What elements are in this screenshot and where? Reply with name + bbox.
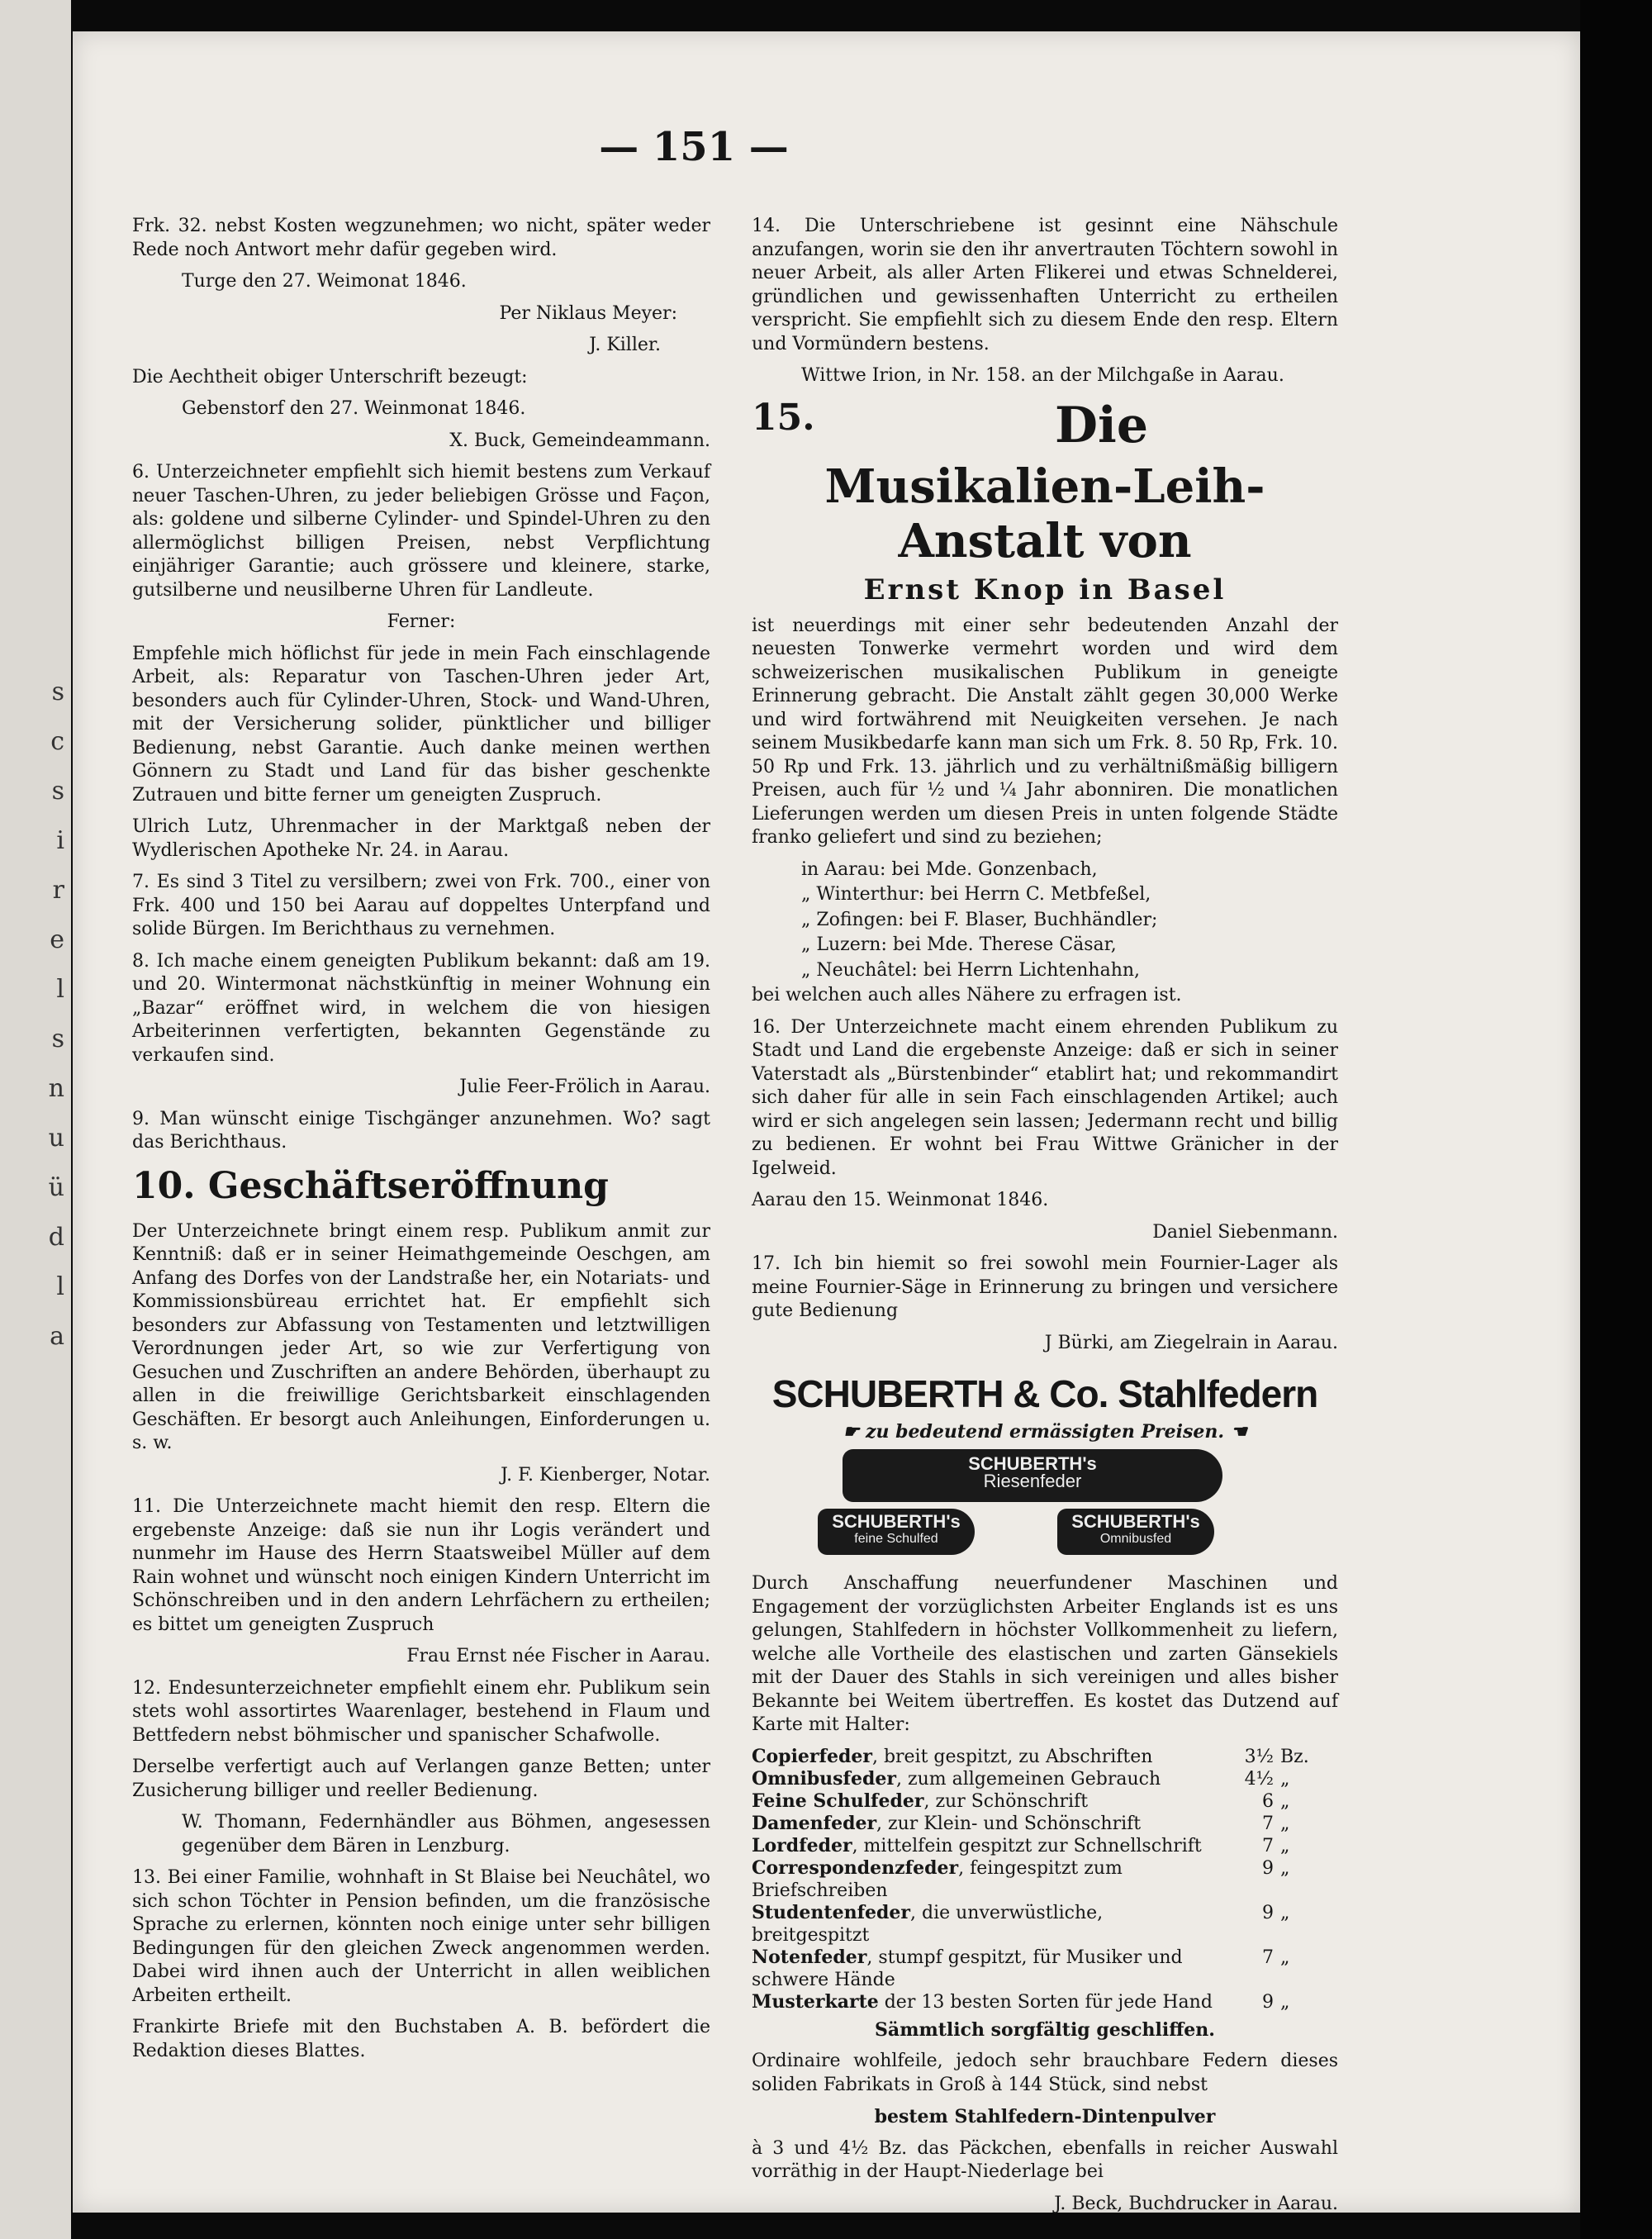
location-item: „ Luzern: bei Mde. Therese Cäsar, bbox=[801, 934, 1117, 955]
ad-15-text: ist neuerdings mit einer sehr bedeutenden Anzahl der neuesten Tonwerke vermehrt worden und wird dem schweizerischen musikalischen Publikum in geneigte Erinnerung gebracht. Die Anstalt zählt gegen 30,000 Werke und wird fortwährend mit Neuigkeiten versehen. Je nach seinem Musikbedarfe kann man sich um Frk. 8. 50 Rp, Frk. 10. 50 Rp und Frk. 13. jährlich und zu verhältnißmäßig billigern Preisen, auch für ½ und ¼ Jahr abonniren. Die monatlichen Lieferungen werden um diesen Preis in unten folgende Städte franko geliefert und sind zu beziehen; bbox=[752, 615, 1338, 848]
price-item-desc: , breit gespitzt, zu Abschriften bbox=[871, 1746, 1153, 1767]
price-value: 6 bbox=[1262, 1790, 1274, 1812]
price-row bbox=[752, 1991, 1338, 2013]
attestation: Die Aechtheit obiger Unterschrift bezeugt: bbox=[132, 366, 528, 387]
ad-15-number: 15. bbox=[752, 396, 815, 439]
ad-9: 9. Man wünscht einige Tischgänger anzunehmen. Wo? sagt das Berichthaus. bbox=[132, 1108, 710, 1153]
price-item-name: Lordfeder bbox=[752, 1834, 852, 1856]
price-item-desc: der 13 besten Sorten für jede Hand bbox=[878, 1991, 1213, 2013]
price-item-name: Damenfeder bbox=[752, 1812, 877, 1834]
schuberth-pulver: bestem Stahlfedern-Dintenpulver bbox=[874, 2106, 1216, 2127]
signature-killer: J. Killer. bbox=[589, 335, 661, 355]
location-item: „ Neuchâtel: bei Herrn Lichtenhahn, bbox=[801, 959, 1141, 981]
price-item-desc: , feingespitzt zum Briefschreiben bbox=[752, 1857, 1123, 1901]
ad-6-text: 6. Unterzeichneter empfiehlt sich hiemit bestens zum Verkauf neuer Taschen-Uhren, zu jeder beliebigen Grösse und Façon, als: goldene und silberne Cylinder- und Spindel-Uhren zu den allermöglichst billigen Preisen, nebst Verpflichtung einjähriger Garantie; auch grössere und kleinere, starke, gutsilberne und neusilberne Uhren für Landleute. bbox=[132, 462, 710, 601]
ad-16-date: Aarau den 15. Weinmonat 1846. bbox=[752, 1190, 1049, 1210]
price-unit: Bz. bbox=[1280, 1746, 1309, 1767]
margin-letter: u bbox=[48, 1124, 64, 1153]
margin-letter: i bbox=[56, 826, 64, 855]
ad-6-ferner: Ferner: bbox=[387, 611, 456, 632]
ad-15-subtitle: Ernst Knop in Basel bbox=[863, 573, 1227, 606]
price-unit: „ bbox=[1280, 1857, 1290, 1879]
price-item-name: Feine Schulfeder bbox=[752, 1790, 924, 1812]
price-value: 9 bbox=[1262, 1991, 1274, 2013]
margin-letter: s bbox=[51, 1024, 64, 1053]
price-value: 7 bbox=[1262, 1813, 1274, 1834]
margin-letter: s bbox=[51, 677, 64, 706]
price-item-name: Musterkarte bbox=[752, 1990, 879, 2013]
price-unit: „ bbox=[1280, 1768, 1290, 1790]
price-value: 7 bbox=[1262, 1835, 1274, 1856]
price-row bbox=[752, 1947, 1338, 1991]
ad-15-header bbox=[752, 397, 1338, 454]
ad-15-end: bei welchen auch alles Nähere zu erfragen ist. bbox=[752, 985, 1182, 1005]
ad-10-signature: J. F. Kienberger, Notar. bbox=[501, 1464, 710, 1486]
margin-letter: r bbox=[52, 876, 64, 905]
price-unit: „ bbox=[1280, 1991, 1290, 2013]
pen-schulfeder-brand: SCHUBERTH's bbox=[832, 1511, 961, 1532]
margin-letter: n bbox=[48, 1074, 64, 1103]
price-item-desc: , die unverwüstliche, breitgespitzt bbox=[752, 1902, 1104, 1946]
price-item-name: Omnibusfeder bbox=[752, 1767, 896, 1790]
ad-11: 11. Die Unterzeichnete macht hiemit den resp. Eltern die ergebenste Anzeige: daß sie nun ihr Logis verändert und nunmehr im Hause des Herrn Staatsweibel Müller auf dem Rain wohnet und wünscht noch einigen Kindern Unterricht im Schönschreiben und in den andern Lehrfächern zu ertheilen; es bittet um geneigten Zuspruch bbox=[132, 1496, 710, 1635]
pen-riesenfeder bbox=[843, 1449, 1222, 1502]
schuberth-text: Durch Anschaffung neuerfundener Maschinen und Engagement der vorzüglichsten Arbeiter Englands ist es uns gelungen, Stahlfedern in höchster Vollkommenheit zu liefern, welche alle Vortheile des elastischen und zarten Gänsekiels mit der Dauer des Stahls in sich vereinigen und alles bisher Bekannte bei Weitem übertreffen. Es kostet das Dutzend auf Karte mit Halter: bbox=[752, 1573, 1338, 1735]
ad-6-signature: Ulrich Lutz, Uhrenmacher in der Marktgaß neben der Wydlerischen Apotheke Nr. 24. in Aarau. bbox=[132, 816, 710, 861]
ad-12: 12. Endesunterzeichneter empfiehlt einem ehr. Publikum sein stets wohl assortirtes Waarenlager, bestehend in Flaum und Bettfedern nebst böhmischer und spanischer Schafwolle. bbox=[132, 1677, 710, 1746]
schuberth-sorted: Sämmtlich sorgfältig geschliffen. bbox=[875, 2018, 1215, 2041]
margin-letter: l bbox=[56, 1272, 64, 1301]
location-item: „ Winterthur: bei Herrn C. Metbfeßel, bbox=[801, 884, 1151, 905]
ad-12-b: Derselbe verfertigt auch auf Verlangen ganze Betten; unter Zusicherung billiger und reeller Bedienung. bbox=[132, 1756, 710, 1801]
price-value: 7 bbox=[1262, 1947, 1274, 1968]
pen-omnibusfeder-brand: SCHUBERTH's bbox=[1071, 1511, 1200, 1532]
margin-letter: c bbox=[50, 727, 64, 756]
ad-10-text: Der Unterzeichnete bringt einem resp. Publikum anmit zur Kenntniß: daß er in seiner Heimathgemeinde Oeschgen, am Anfang des Dorfes von der Landstraße her, ein Notariats- und Kommissionsbüreau errichtet hat. Er empfiehlt sich besonders zur Abfassung von Testamenten und letztwilligen Verordnungen jeder Art, so wie zur Verfertigung von Gesuchen und Zuschriften an andere Behörden, überhaupt zu allen in die freiwillige Gerichtsbarkeit einschlagenden Geschäften. Er besorgt auch Anleihungen, Einforderungen u. s. w. bbox=[132, 1220, 710, 1453]
schuberth-text3: à 3 und 4½ Bz. das Päckchen, ebenfalls in reicher Auswahl vorräthig in der Haupt-Niederlage bei bbox=[752, 2137, 1338, 2182]
margin-letter: d bbox=[48, 1223, 64, 1252]
price-item-name: Correspondenzfeder bbox=[752, 1856, 959, 1879]
scan-border-right bbox=[1580, 0, 1652, 2239]
price-row bbox=[752, 1835, 1338, 1857]
margin-letter: l bbox=[56, 975, 64, 1004]
ad-11-signature: Frau Ernst née Fischer in Aarau. bbox=[406, 1646, 710, 1666]
ad-13-b: Frankirte Briefe mit den Buchstaben A. B. befördert die Redaktion dieses Blattes. bbox=[132, 2017, 710, 2061]
price-value: 4½ bbox=[1244, 1768, 1274, 1790]
price-item-name: Studentenfeder bbox=[752, 1901, 911, 1923]
price-row bbox=[752, 1746, 1338, 1768]
ad-17-signature: J Bürki, am Ziegelrain in Aarau. bbox=[1044, 1332, 1338, 1353]
price-row bbox=[752, 1790, 1338, 1813]
ad-8: 8. Ich mache einem geneigten Publikum bekannt: daß am 19. und 20. Wintermonat nächstkünftig in meiner Wohnung ein „Bazar“ eröffnet wird, in welchem die von hiesigen Arbeiterinnen verfertigten, bekannten Gegenstände zu verkaufen sind. bbox=[132, 950, 710, 1066]
price-unit: „ bbox=[1280, 1813, 1290, 1834]
price-unit: „ bbox=[1280, 1835, 1290, 1856]
previous-page-edge bbox=[0, 0, 71, 2239]
ad-10-heading: 10. Geschäftseröffnung bbox=[132, 1164, 609, 1207]
ad-14-signature: Wittwe Irion, in Nr. 158. an der Milchgaße in Aarau. bbox=[801, 365, 1284, 386]
pen-schulfeder-label: feine Schulfed bbox=[854, 1532, 938, 1546]
margin-letter: s bbox=[51, 777, 64, 806]
ad-12-signature: W. Thomann, Federnhändler aus Böhmen, angesessen gegenüber dem Bären in Lenzburg. bbox=[182, 1812, 710, 1856]
ad-7: 7. Es sind 3 Titel zu versilbern; zwei von Frk. 700., einer von Frk. 400 und 150 bei Aarau auf doppeltes Unterpfand und solide Bürgen. Im Berichthaus zu vernehmen. bbox=[132, 872, 710, 939]
continuation-text: Frk. 32. nebst Kosten wegzunehmen; wo nicht, später weder Rede noch Antwort mehr dafür gegeben wird. bbox=[132, 216, 710, 260]
margin-letter: a bbox=[50, 1322, 64, 1351]
margin-letter: e bbox=[50, 925, 64, 954]
price-unit: „ bbox=[1280, 1902, 1290, 1923]
price-item-name: Copierfeder bbox=[752, 1745, 872, 1767]
price-unit: „ bbox=[1280, 1947, 1290, 1968]
price-item-desc: , zur Schönschrift bbox=[923, 1790, 1089, 1812]
price-item-desc: , zum allgemeinen Gebrauch bbox=[896, 1768, 1161, 1790]
date-gebenstorf: Gebenstorf den 27. Weinmonat 1846. bbox=[182, 398, 526, 419]
right-column bbox=[752, 215, 1338, 2224]
location-item: „ Zofingen: bei F. Blaser, Buchhändler; bbox=[801, 909, 1158, 930]
schuberth-tagline: ☛ zu bedeutend ermässigten Preisen. ☚ bbox=[843, 1421, 1247, 1443]
schuberth-signature: J. Beck, Buchdrucker in Aarau. bbox=[1054, 2193, 1338, 2214]
pen-omnibusfeder-label: Omnibusfed bbox=[1099, 1532, 1172, 1546]
ad-16-signature: Daniel Siebenmann. bbox=[1152, 1221, 1338, 1243]
ad-16: 16. Der Unterzeichnete macht einem ehrenden Publikum zu Stadt und Land die ergebenste Anzeige: daß er sich in seiner Vaterstadt als „Bürstenbinder“ etablirt hat; und rekommandirt sich daher für alle in sein Fach einschlagenden Artikel; auch wird er sich angelegen sein lassen; Jedermann recht und billig zu bedienen. Er wohnt bei Frau Wittwe Gränicher in der Igelweid. bbox=[752, 1016, 1338, 1179]
pen-illustration bbox=[752, 1449, 1338, 1561]
price-row bbox=[752, 1857, 1338, 1902]
price-row bbox=[752, 1768, 1338, 1790]
per-line: Per Niklaus Meyer: bbox=[499, 302, 677, 324]
ad-14: 14. Die Unterschriebene ist gesinnt eine Nähschule anzufangen, worin sie den ihr anvertrauten Töchtern sowohl in neuer Arbeit, als aller Arten Flikerei und etwas Schnelderei, gründlichen und gewissenhaften Unterricht zu ertheilen verspricht. Sie empfiehlt sich zu diesem Ende den resp. Eltern und Vormündern bestens. bbox=[752, 216, 1338, 354]
price-item-name: Notenfeder bbox=[752, 1946, 867, 1968]
ad-15-title: Musikalien-Leih-Anstalt von bbox=[824, 459, 1265, 568]
location-item: in Aarau: bei Mde. Gonzenbach, bbox=[801, 858, 1098, 880]
pen-omnibusfeder bbox=[1057, 1509, 1214, 1555]
price-value: 3½ bbox=[1244, 1746, 1274, 1767]
price-unit: „ bbox=[1280, 1790, 1290, 1812]
margin-letter: ü bbox=[48, 1173, 64, 1202]
ad-17: 17. Ich bin hiemit so frei sowohl mein Fournier-Lager als meine Fournier-Säge in Erinnerung zu bringen und versichere gute Bedienung bbox=[752, 1253, 1338, 1321]
price-row bbox=[752, 1813, 1338, 1835]
ad-6-text2: Empfehle mich höflichst für jede in mein Fach einschlagende Arbeit, als: Reparatur von Taschen-Uhren jeder Art, besonders auch für Cylinder-Uhren, Stock- und Wand-Uhren, mit der Versicherung solider, pünktlicher und billiger Bedienung, nebst Garantie. Auch danke meinen werthen Gönnern zu Stadt und Land für das bisher geschenkte Zutrauen und bitte ferner um geneigten Zuspruch. bbox=[132, 643, 710, 806]
price-value: 9 bbox=[1262, 1857, 1274, 1879]
ad-15-die: Die bbox=[1055, 396, 1148, 454]
pen-schulfeder bbox=[818, 1509, 975, 1555]
price-item-desc: , zur Klein- und Schönschrift bbox=[876, 1813, 1142, 1834]
price-item-desc: , mittelfein gespitzt zur Schnellschrift bbox=[852, 1835, 1202, 1856]
ad-15-locations bbox=[752, 858, 1338, 983]
price-item-desc: , stumpf gespitzt, für Musiker und schwere Hände bbox=[752, 1947, 1183, 1990]
price-row bbox=[752, 1902, 1338, 1947]
signature-buck: X. Buck, Gemeindeammann. bbox=[449, 430, 710, 451]
ad-8-signature: Julie Feer-Frölich in Aarau. bbox=[459, 1077, 710, 1097]
schuberth-text2: Ordinaire wohlfeile, jedoch sehr brauchbare Federn dieses soliden Fabrikats in Groß à 144 Stück, sind nebst bbox=[752, 2051, 1338, 2095]
pen-riesenfeder-label: Riesenfeder bbox=[983, 1471, 1082, 1491]
date-turge: Turge den 27. Weimonat 1846. bbox=[182, 271, 467, 292]
schuberth-banner: SCHUBERTH & Co. Stahlfedern bbox=[771, 1372, 1318, 1415]
price-list bbox=[752, 1746, 1338, 2013]
left-column bbox=[132, 215, 710, 2071]
ad-13: 13. Bei einer Familie, wohnhaft in St Blaise bei Neuchâtel, wo sich schon Töchter in Pension befinden, um die französische Sprache zu erlernen, könnten noch einige unter sehr billigen Bedingungen für den gleichen Zweck angenommen werden. Dabei wird ihnen auch der Unterricht in allen weiblichen Arbeiten ertheilt. bbox=[132, 1867, 710, 2006]
pen-riesenfeder-brand: SCHUBERTH's bbox=[968, 1453, 1097, 1474]
page-number: — 151 — bbox=[599, 124, 789, 170]
price-value: 9 bbox=[1262, 1902, 1274, 1923]
